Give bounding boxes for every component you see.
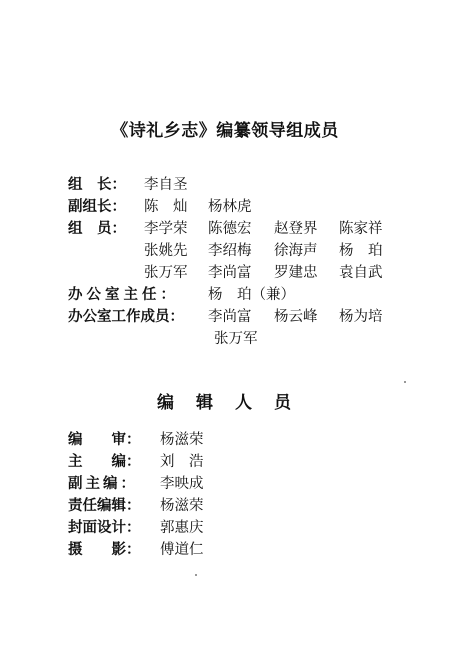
- scan-speck: [195, 574, 197, 576]
- members-label: 组 员：: [68, 221, 126, 237]
- editor-label: 副主编：: [68, 476, 138, 492]
- member-name: 袁自武: [339, 265, 383, 281]
- member-name: 杨 珀: [339, 243, 383, 259]
- editor-value: 李映成: [160, 476, 204, 492]
- member-name: 陈德宏: [208, 221, 252, 237]
- leader-name: 李自圣: [144, 177, 188, 193]
- office-staff-name: 杨为培: [339, 309, 383, 325]
- editor-label: 编 审：: [68, 432, 141, 448]
- office-staff-name: 张万军: [214, 331, 258, 347]
- office-staff-label: 办公室工作成员：: [68, 309, 184, 325]
- editors-title: 编辑人员: [157, 393, 313, 413]
- editor-label: 摄 影：: [68, 542, 141, 558]
- deputy-name: 杨林虎: [208, 199, 252, 215]
- leader-label: 组 长：: [68, 177, 126, 193]
- member-name: 徐海声: [274, 243, 318, 259]
- member-name: 张姚先: [144, 243, 188, 259]
- editor-value: 杨滋荣: [160, 432, 204, 448]
- deputy-name: 陈 灿: [144, 199, 188, 215]
- editor-label: 责任编辑：: [68, 498, 141, 514]
- member-name: 赵登界: [274, 221, 318, 237]
- editor-label: 封面设计：: [68, 520, 141, 536]
- editor-value: 杨滋荣: [160, 498, 204, 514]
- office-staff-name: 李尚富: [208, 309, 252, 325]
- member-name: 李尚富: [208, 265, 252, 281]
- member-name: 李绍梅: [208, 243, 252, 259]
- deputy-label: 副组长：: [68, 199, 126, 215]
- office-director-value: 杨 珀（兼）: [208, 287, 295, 303]
- editor-value: 刘 浩: [160, 454, 204, 470]
- member-name: 李学荣: [144, 221, 188, 237]
- office-director-label: 办公室主任：: [68, 287, 179, 303]
- member-name: 陈家祥: [339, 221, 383, 237]
- office-staff-name: 杨云峰: [274, 309, 318, 325]
- member-name: 张万军: [144, 265, 188, 281]
- editor-value: 郭惠庆: [160, 520, 204, 536]
- scan-speck: [404, 381, 406, 383]
- member-name: 罗建忠: [274, 265, 318, 281]
- editor-label: 主 编：: [68, 454, 141, 470]
- editor-value: 傅道仁: [160, 542, 204, 558]
- committee-title: 《诗礼乡志》编纂领导组成员: [111, 121, 339, 141]
